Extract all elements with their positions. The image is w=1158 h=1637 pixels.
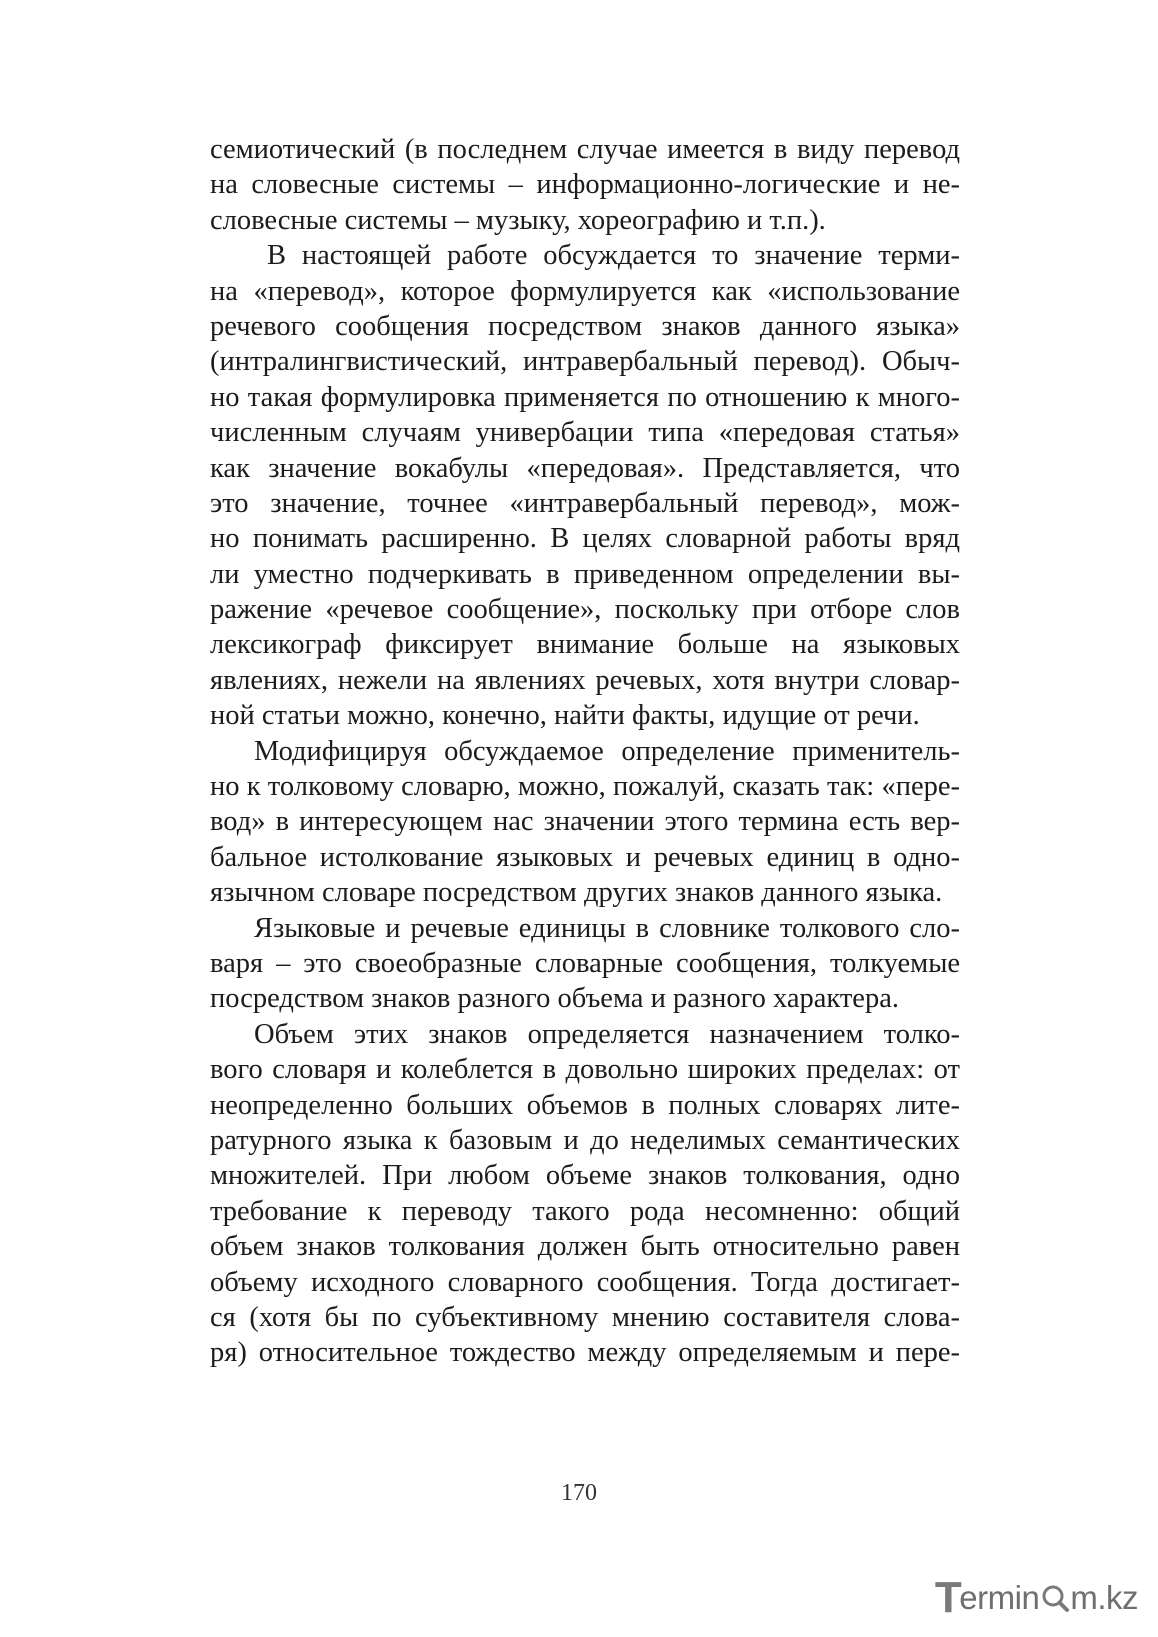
- paragraph-first-line: Объем этих знаков определяется назначением толко-: [254, 1018, 960, 1050]
- text-line: ли уместно подчеркивать в приведенном определении вы-: [210, 558, 960, 590]
- paragraph-first-line: В настоящей работе обсуждается то значение терми-: [267, 240, 960, 272]
- text-line: лексикограф фиксирует внимание больше на языковых: [210, 629, 960, 661]
- text-line: речевого сообщения посредством знаков данного языка»: [210, 310, 960, 342]
- text-line: вого словаря и колеблется в довольно широких пределах: от: [210, 1054, 960, 1086]
- text-line: множителей. При любом объеме знаков толкования, одно: [210, 1160, 960, 1192]
- text-line: ной статьи можно, конечно, найти факты, идущие от речи.: [210, 700, 920, 732]
- text-line: ратурного языка к базовым и до неделимых семантических: [210, 1124, 960, 1156]
- text-line: численным случаям универбации типа «передовая статья»: [210, 417, 960, 449]
- text-line: (интралингвистический, интравербальный перевод). Обыч-: [210, 346, 960, 378]
- text-line: ря) относительное тождество между определяемым и пере-: [210, 1337, 960, 1369]
- text-line: но понимать расширенно. В целях словарной работы вряд: [210, 523, 960, 555]
- text-line: ражение «речевое сообщение», поскольку при отборе слов: [210, 594, 960, 626]
- text-line: варя – это своеобразные словарные сообщения, толкуемые: [210, 947, 960, 979]
- text-line: объем знаков толкования должен быть относительно равен: [210, 1231, 960, 1263]
- text-line: бальное истолкование языковых и речевых единиц в одно-: [210, 841, 960, 873]
- watermark-initial: T: [934, 1573, 962, 1622]
- text-line: посредством знаков разного объема и разного характера.: [210, 983, 899, 1015]
- page-body: [210, 132, 960, 1371]
- watermark-text-after: m.kz: [1070, 1579, 1138, 1616]
- text-line: семиотический (в последнем случае имеется в виду перевод: [210, 134, 960, 165]
- text-line: неопределенно больших объемов в полных словарях лите-: [210, 1089, 960, 1121]
- text-line: на словесные системы – информационно-логические и не-: [210, 169, 960, 201]
- text-line: но к толковому словарю, можно, пожалуй, сказать так: «пере-: [210, 771, 960, 803]
- text-line: требование к переводу такого рода несомненно: общий: [210, 1195, 960, 1227]
- watermark-text-before: ermin: [959, 1579, 1040, 1616]
- text-line: на «перевод», которое формулируется как «использование: [210, 275, 960, 307]
- text-line: вод» в интересующем нас значении этого термина есть вер-: [210, 806, 960, 838]
- text-line: явлениях, нежели на явлениях речевых, хотя внутри словар-: [210, 664, 960, 696]
- text-line: объему исходного словарного сообщения. Тогда достигает-: [210, 1266, 960, 1298]
- text-line: как значение вокабулы «передовая». Представляется, что: [210, 452, 960, 484]
- paragraph-first-line: Языковые и речевые единицы в словнике толкового сло-: [254, 912, 960, 944]
- text-line: язычном словаре посредством других знаков данного языка.: [210, 877, 943, 909]
- magnifier-icon: [1040, 1583, 1070, 1613]
- paragraph-first-line: Модифицируя обсуждаемое определение применитель-: [254, 735, 960, 767]
- text-line: словесные системы – музыку, хореографию и т.п.).: [210, 204, 826, 236]
- text-line: но такая формулировка применяется по отношению к много-: [210, 381, 960, 413]
- text-line: ся (хотя бы по субъективному мнению составителя слова-: [210, 1301, 960, 1333]
- text-line: это значение, точнее «интравербальный перевод», мож-: [210, 487, 960, 519]
- page-number: 170: [561, 1480, 597, 1506]
- terminkom-watermark: [935, 1575, 1138, 1621]
